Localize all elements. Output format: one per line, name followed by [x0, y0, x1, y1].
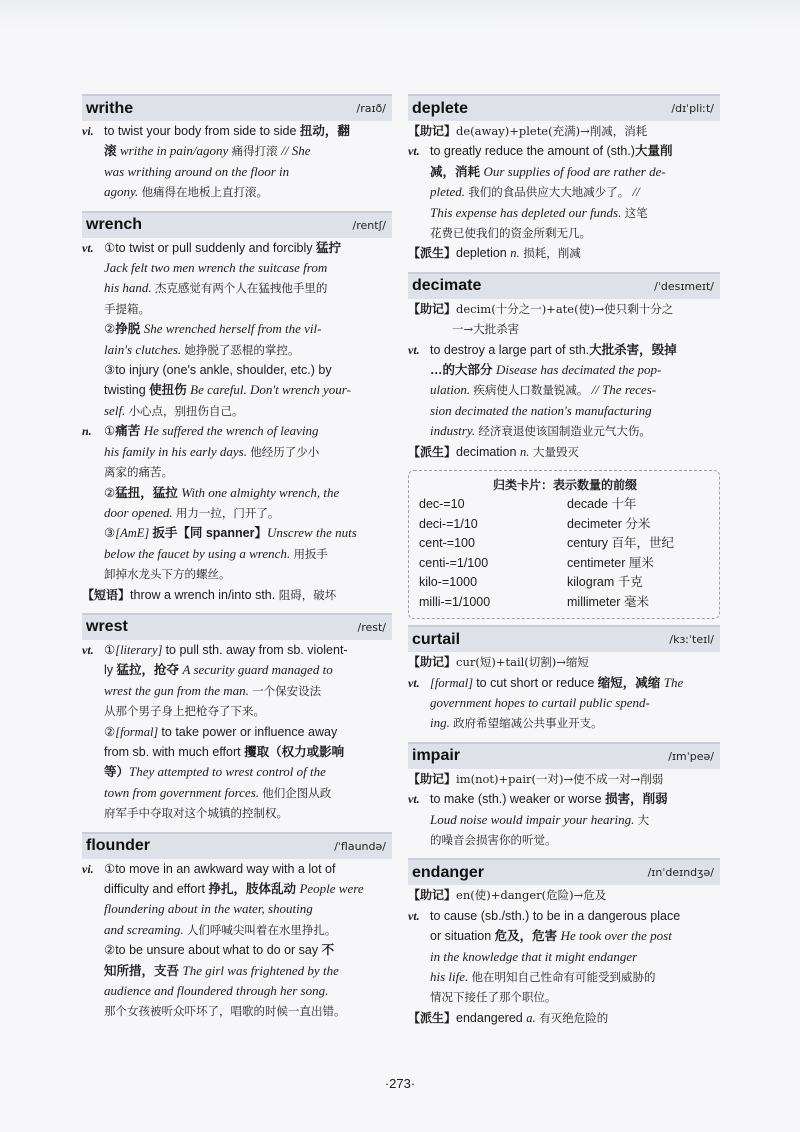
example-text: self. [104, 402, 129, 418]
card-title: 归类卡片：表示数量的前缀 [492, 478, 637, 493]
memo-continuation: 一→大批杀害 [452, 322, 520, 337]
example-text: sion decimated the nation's manufacturing [430, 402, 652, 418]
chinese-text: 用扳手 [293, 546, 328, 561]
example-word-cell: kilogram 千克 [567, 575, 643, 590]
example-text: his life. [430, 968, 472, 984]
example-text: Disease has decimated the pop- [495, 362, 662, 378]
prefix-cell: milli-=1/1000 [419, 594, 491, 609]
example-text: The [663, 674, 684, 690]
entry-decimate [408, 272, 720, 462]
chinese-text: 经济衰退使该国制造业元气大伤。 [478, 424, 651, 439]
chinese-text: 疾病使人口数量锐减。 [473, 383, 589, 398]
chinese-text: 损耗，削减 [519, 246, 581, 261]
text-line [82, 762, 392, 782]
prefix-cell: kilo-=1000 [419, 575, 478, 590]
definition-text: [formal] [115, 724, 162, 739]
part-of-speech: vt. [408, 908, 420, 923]
text-line [408, 223, 720, 243]
example-word-cell: millimeter 毫米 [567, 594, 649, 609]
part-of-speech: vt. [408, 792, 420, 807]
entry-header [408, 625, 720, 652]
example-text: wrest the gun from the man. [104, 682, 253, 698]
example-text: They attempted to wrest control of the [129, 764, 326, 780]
definition-text: 挣脱 [115, 322, 144, 337]
text-line [82, 340, 392, 360]
text-line [82, 162, 392, 182]
phonetic: /kɜːˈteɪl/ [669, 633, 714, 647]
chinese-text: 情况下接任了那个职位。 [430, 990, 557, 1005]
chinese-text: 杰克感觉有两个人在猛拽他手里的 [154, 281, 328, 296]
definition-text: 损害，削弱 [605, 792, 668, 807]
example-text: door opened. [104, 504, 176, 520]
page-number: ·273· [384, 1076, 416, 1091]
definition-text: ①to twist or pull suddenly and forcibly [104, 240, 316, 255]
example-text: This expense has depleted our funds. [430, 204, 625, 220]
definition-text: ② [104, 724, 116, 739]
definition-text: ① [104, 424, 116, 439]
text-line [408, 243, 720, 263]
text-line [82, 681, 392, 701]
text-line [408, 360, 720, 380]
entry-header [82, 613, 392, 640]
entry-deplete [408, 94, 720, 264]
definition-text: ③to injury (one's ankle, shoulder, etc.) by [104, 363, 332, 378]
entry-header [82, 832, 392, 859]
chinese-text: de(away)+plete(充满)→削减，消耗 [456, 124, 648, 138]
definition-text: endangered [456, 1010, 527, 1025]
chinese-text: 府军手中夺取对这个城镇的控制权。 [104, 806, 288, 821]
text-line [408, 673, 720, 693]
text-line [408, 947, 720, 967]
example-text: lain's clutches. [104, 341, 185, 357]
definition-text: difficulty and effort [104, 882, 209, 896]
example-text: floundering about in the water, shouting [104, 901, 313, 917]
chinese-text: 政府希望缩减公共事业开支。 [453, 716, 603, 731]
headword: decimate [412, 277, 482, 295]
chinese-text: 离家的痛苦。 [104, 465, 173, 480]
example-text: in the knowledge that it might endanger [430, 948, 638, 964]
entry-wrest [82, 613, 392, 824]
definition-text: 痛苦 [115, 424, 144, 439]
text-line [408, 141, 720, 161]
text-line [82, 803, 392, 823]
definition-text: n. [519, 444, 530, 459]
chinese-text: 阻碍，破坏 [278, 587, 337, 602]
section-tag: 【短语】 [82, 587, 131, 602]
card-grid [419, 495, 711, 612]
definition-text: 扳手【同 spanner】 [152, 526, 267, 541]
text-line [82, 742, 392, 762]
chinese-text: decim(十分之一)+ate(使)→使只剩十分之 [456, 301, 674, 316]
definition-text: 攫取（权力或影响 [244, 744, 345, 759]
text-line [82, 701, 392, 721]
example-text: ulation. [430, 382, 474, 398]
text-line [408, 652, 720, 672]
definition-text: or situation [430, 929, 495, 944]
chinese-text: 大量毁灭 [529, 444, 579, 459]
definition-text: [formal] [430, 675, 477, 690]
example-text: Unscrew the nuts [266, 525, 357, 541]
example-text: He took over the post [560, 928, 672, 944]
example-text: writhe in pain/agony [119, 143, 232, 159]
definition-text: ② [104, 322, 116, 337]
example-text: // The reces- [588, 382, 657, 398]
definition-text: 不 [321, 943, 335, 958]
definition-text: 猛扭，猛拉 [115, 485, 182, 500]
text-line [82, 299, 392, 319]
text-line [82, 961, 392, 981]
part-of-speech: vi. [82, 861, 94, 876]
chinese-text: cur(短)+tail(切割)→缩短 [456, 655, 589, 670]
example-text: agony. [104, 184, 142, 200]
part-of-speech: vt. [408, 675, 420, 690]
section-tag: 【助记】 [408, 888, 457, 903]
text-line [82, 503, 392, 523]
chinese-text: 人们呼喊尖叫着在水里挣扎。 [186, 922, 337, 937]
definition-text: to make (sth.) weaker or worse [430, 792, 606, 807]
chinese-text: 的噪音会损害你的听觉。 [430, 832, 557, 847]
chinese-text: 一个保安设法 [252, 683, 322, 698]
definition-text: n. [510, 246, 520, 261]
prefix-category-card [408, 470, 720, 619]
definition-text: 猛拧 [316, 240, 342, 255]
text-line [82, 278, 392, 298]
example-text: Our supplies of food are rather de- [483, 163, 666, 179]
entry-header [82, 94, 392, 121]
text-line [408, 906, 720, 926]
text-line [408, 830, 720, 850]
definition-text: …的大部分 [430, 363, 496, 378]
entry-endanger [408, 858, 720, 1028]
text-line [408, 987, 720, 1007]
text-line [408, 203, 720, 223]
headword: impair [412, 747, 461, 765]
definition-text: 使扭伤 [149, 383, 191, 398]
text-line [82, 421, 392, 441]
text-line [408, 340, 720, 360]
prefix-cell: centi-=1/100 [419, 555, 489, 570]
definition-text: to destroy a large part of sth. [430, 342, 590, 357]
text-line [82, 981, 392, 1001]
text-line [82, 660, 392, 680]
text-line [408, 789, 720, 809]
text-line [82, 544, 392, 564]
chinese-text: en(使)+danger(危险)→危及 [456, 888, 607, 903]
chinese-text: 花费已使我们的资金所剩无几。 [430, 226, 591, 241]
definition-text: 大批杀害，毁掉 [589, 342, 677, 357]
text-line [82, 1001, 392, 1021]
text-line [408, 380, 720, 400]
part-of-speech: n. [82, 424, 92, 439]
example-text: She wrenched herself from the vil- [143, 321, 322, 337]
example-text: town from government forces. [104, 784, 263, 800]
headword: endanger [412, 863, 485, 881]
example-text: Jack felt two men wrench the suitcase from [104, 260, 328, 276]
entry-wrench [82, 211, 392, 605]
example-text: below the faucet by using a wrench. [104, 545, 294, 561]
definition-text: ③ [104, 526, 116, 541]
definition-text: ②to be unsure about what to do or say [104, 943, 322, 958]
definition-text: to take power or influence away [161, 724, 338, 739]
phonetic: /dɪˈpliːt/ [671, 102, 714, 115]
phonetic: /ˈdesɪmeɪt/ [654, 279, 714, 293]
phonetic: /ˈflaundə/ [334, 839, 386, 853]
section-tag: 【助记】 [408, 655, 457, 670]
headword: deplete [412, 99, 469, 117]
headword: curtail [412, 630, 461, 648]
phonetic: /rentʃ/ [352, 218, 386, 232]
example-text: his hand. [104, 280, 155, 296]
section-tag: 【派生】 [408, 444, 457, 459]
text-line [82, 360, 392, 380]
entry-impair [408, 742, 720, 851]
section-tag: 【派生】 [408, 246, 457, 261]
definition-text: 扭动，翻 [299, 124, 350, 138]
text-line [408, 810, 720, 830]
example-text: and screaming. [104, 921, 187, 937]
section-tag: 【助记】 [408, 301, 457, 316]
entry-header [408, 858, 720, 885]
text-line [82, 879, 392, 899]
chinese-text: 他们企图从政 [262, 785, 332, 800]
example-text: He suffered the wrench of leaving [143, 423, 319, 439]
chinese-text: 用力一拉，门开了。 [175, 505, 280, 520]
headword: wrest [86, 618, 128, 636]
text-line [408, 421, 720, 441]
chinese-text: 有灭绝危险的 [535, 1010, 609, 1025]
text-line [82, 483, 392, 503]
text-line [408, 967, 720, 987]
definition-text: 减，消耗 [430, 164, 484, 179]
text-line [82, 442, 392, 462]
text-line [82, 238, 392, 258]
example-word-cell: decade 十年 [567, 497, 637, 512]
text-line [408, 401, 720, 421]
text-line [82, 121, 392, 141]
definition-text: 大量削 [634, 144, 673, 159]
chinese-text: 他痛得在地板上直打滚。 [141, 185, 269, 200]
text-line [82, 319, 392, 339]
prefix-cell: dec-=10 [419, 497, 465, 512]
text-line [82, 182, 392, 202]
text-line [408, 713, 720, 733]
text-line [408, 162, 720, 182]
chinese-text: 这笔 [624, 205, 648, 220]
example-word-cell: decimeter 分米 [567, 516, 651, 531]
page-top-strip [0, 0, 800, 28]
part-of-speech: vt. [408, 144, 420, 159]
definition-text: throw a wrench in/into sth. [130, 587, 279, 602]
example-text: industry. [430, 423, 479, 439]
text-line [408, 182, 720, 202]
text-line [408, 442, 720, 462]
definition-text: decimation [456, 444, 520, 459]
example-text: pleted. [430, 184, 469, 200]
phonetic: /raɪð/ [356, 102, 386, 115]
entry-header [408, 94, 720, 121]
entry-header [408, 272, 720, 299]
right-column [408, 94, 720, 1028]
text-line [82, 564, 392, 584]
example-text: // [629, 184, 640, 200]
text-line [408, 769, 720, 789]
text-line [82, 258, 392, 278]
chinese-text: 她挣脱了恶棍的掌控。 [184, 342, 300, 357]
chinese-text: 从那个男子身上把枪夺了下来。 [104, 704, 265, 719]
definition-text: ①to move in an awkward way with a lot of [104, 861, 336, 876]
definition-text: ① [104, 642, 116, 657]
example-text: was writhing around on the floor in [104, 163, 290, 179]
text-line [82, 523, 392, 543]
example-word-cell: century 百年，世纪 [567, 536, 674, 551]
text-line [82, 380, 392, 400]
text-line [82, 141, 392, 161]
entry-header [82, 211, 392, 238]
entry-writhe [82, 94, 392, 203]
definition-text: 猛拉，抢夺 [116, 663, 183, 678]
chinese-text: 痛得打滚 [231, 144, 282, 159]
chinese-text: 那个女孩被听众吓坏了，唱歌的时候一直出错。 [104, 1004, 346, 1019]
definition-text: 缩短，减缩 [597, 675, 664, 690]
example-text: his family in his early days. [104, 443, 251, 459]
entry-header [408, 742, 720, 769]
part-of-speech: vt. [82, 240, 94, 255]
definition-text: [AmE] [115, 526, 153, 541]
example-text: audience and floundered through her song. [104, 983, 329, 999]
headword: wrench [86, 216, 143, 234]
example-text: Be careful. Don't wrench your- [190, 382, 351, 398]
text-line [82, 920, 392, 940]
phonetic: /ɪnˈdeɪndʒə/ [647, 866, 714, 880]
chinese-text: 他经历了少小 [250, 444, 320, 459]
chinese-text: 手提箱。 [104, 301, 150, 316]
text-line [82, 859, 392, 879]
chinese-text: 我们的食品供应大大地减少了。 [468, 185, 630, 200]
text-line [408, 299, 720, 319]
chinese-text: 小心点，别扭伤自己。 [128, 403, 244, 418]
example-text: A security guard managed to [182, 662, 333, 678]
text-line [82, 640, 392, 660]
phonetic: /ɪmˈpeə/ [668, 749, 714, 763]
definition-text: [literary] [115, 642, 166, 657]
example-text: ing. [430, 715, 454, 731]
text-line [82, 783, 392, 803]
definition-text: 挣扎，肢体乱动 [208, 882, 300, 896]
definition-text: twisting [104, 383, 150, 398]
text-line [408, 1008, 720, 1028]
chinese-text: im(not)+pair(一对)→使不成一对→削弱 [456, 771, 664, 786]
left-column [82, 94, 392, 1022]
definition-text: 知所措，支吾 [104, 963, 183, 978]
text-line [82, 401, 392, 421]
headword: flounder [86, 837, 150, 855]
definition-text: a. [526, 1010, 536, 1025]
section-tag: 【助记】 [408, 771, 457, 786]
definition-text: to cut short or reduce [476, 675, 598, 690]
definition-text: 危及，危害 [494, 929, 561, 944]
part-of-speech: vi. [82, 124, 94, 138]
prefix-cell: deci-=1/10 [419, 516, 478, 531]
text-line [82, 585, 392, 605]
example-text: The girl was frightened by the [182, 962, 339, 978]
text-line [408, 885, 720, 905]
definition-text: depletion [456, 246, 511, 261]
definition-text: to twist your body from side to side [104, 124, 300, 138]
example-text: Loud noise would impair your hearing. [430, 811, 638, 827]
definition-text: 滚 [104, 144, 120, 159]
headword: writhe [86, 99, 134, 117]
text-line [408, 926, 720, 946]
example-text: People were [299, 881, 364, 896]
definition-text: to cause (sb./sth.) to be in a dangerous place [430, 908, 681, 923]
prefix-cell: cent-=100 [419, 536, 475, 551]
text-line [82, 899, 392, 919]
section-tag: 【助记】 [408, 124, 457, 138]
text-line [82, 722, 392, 742]
chinese-text: 卸掉水龙头下方的螺丝。 [104, 567, 231, 582]
part-of-speech: vt. [82, 642, 94, 657]
definition-text: 等） [104, 765, 130, 780]
example-word-cell: centimeter 厘米 [567, 555, 654, 570]
example-text: // She [281, 143, 311, 159]
chinese-text: 大 [637, 812, 650, 827]
text-line [82, 462, 392, 482]
entry-flounder [82, 832, 392, 1022]
chinese-text: 他在明知自己性命有可能受到威胁的 [471, 969, 656, 984]
definition-text: to pull sth. away from sb. violent- [165, 642, 348, 657]
text-line [408, 121, 720, 141]
definition-text: ly [104, 663, 117, 678]
section-tag: 【派生】 [408, 1010, 457, 1025]
text-line [82, 940, 392, 960]
definition-text: from sb. with much effort [104, 744, 245, 759]
definition-text: ② [104, 485, 116, 500]
example-text: With one almighty wrench, the [181, 484, 340, 500]
definition-text: to greatly reduce the amount of (sth.) [430, 144, 635, 159]
entry-curtail [408, 625, 720, 734]
part-of-speech: vt. [408, 342, 420, 357]
phonetic: /rest/ [357, 620, 386, 634]
example-text: government hopes to curtail public spend- [430, 694, 650, 710]
text-line [408, 693, 720, 713]
